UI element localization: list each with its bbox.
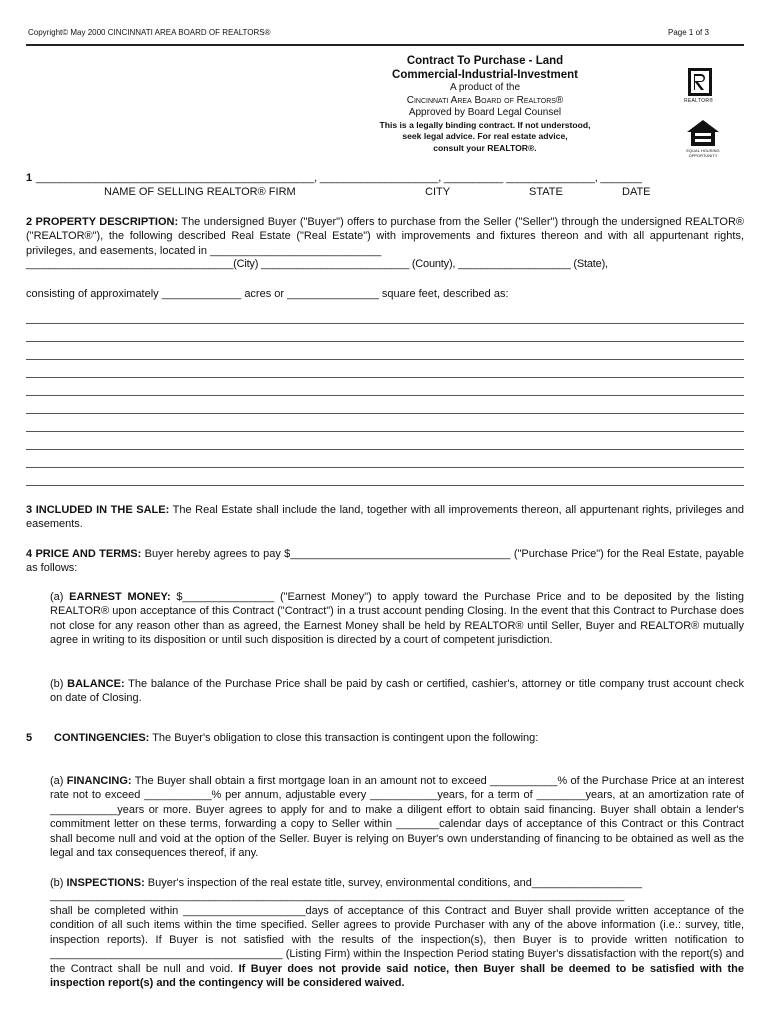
balance-clause [50, 677, 744, 706]
description-line[interactable] [26, 467, 744, 468]
inspections-label: (b) [50, 877, 67, 889]
label-date: DATE [622, 186, 651, 198]
realtor-logo-caption: REALTOR® [684, 98, 714, 104]
legal-warning-2: seek legal advice. For real estate advice, [402, 131, 568, 141]
financing-heading: FINANCING: [66, 775, 132, 787]
equal-housing-icon [684, 118, 722, 158]
section-5-text: The Buyer's obligation to close this transaction is contingent upon the following: [149, 732, 539, 744]
earnest-money-text: $_______________ ("Earnest Money") to apply toward the Purchase Price and to be deposited by the listing REALTOR® upon acceptance of this Contract ("Contract") in a trust account pending Closing. In the event that this Contract to Purchase does not close for any reason other than as agreed, the Earnest Money shall be held by REALTOR® until Seller, Buyer and REALTOR® mutually agree in writing to its disposition or until such disposition is directed by a court of competent jurisdiction. [50, 591, 745, 647]
description-line[interactable] [26, 485, 744, 486]
copyright-notice: Copyright© May 2000 CINCINNATI AREA BOARD OF REALTORS® [28, 28, 271, 37]
inspections-blank-line[interactable]: _________________________________________________________________________________________________ [50, 890, 625, 902]
financing-text: The Buyer shall obtain a first mortgage loan in an amount not to exceed ___________% of the Purchase Price at an interest rate not to exceed ___________% per annum, adjustable every ___________years, for a term of ________years, at an amortization rate of ___________years or more. Buyer agrees to apply for and to make a diligent effort to obtain said financing. Buyer shall obtain a lender's commitment letter on these terms, forwarding a copy to Seller within _______calendar days of acceptance of this Contract or this Contract shall become null and void at the option of the Seller. Buyer is relying on Buyer's own understanding of financing to be obtained as well as the legal and tax consequences thereof, if any. [50, 775, 745, 860]
inspections-heading: INSPECTIONS: [66, 877, 145, 889]
legal-warning-1: This is a legally binding contract. If not understood, [379, 119, 591, 130]
description-line[interactable] [26, 359, 744, 360]
section-4-text: Buyer hereby agrees to pay $____________________________________ ("Purchase Price") for the Real Estate, payable as follows: [26, 548, 744, 575]
realtor-logo-icon [684, 66, 722, 108]
description-line[interactable] [26, 413, 744, 414]
section-2-heading: 2 PROPERTY DESCRIPTION: [26, 216, 179, 228]
section-2-property-description [26, 215, 744, 258]
earnest-money-label: (a) [50, 591, 70, 603]
section-2-text: The undersigned Buyer ("Buyer") offers to purchase from the Seller ("Seller") through the undersigned REALTOR® ("REALTOR®"), the following described Real Estate ("Real Estate") with improvements and fixtures thereon and with all appurtenant rights, privileges, and easements, located in ____________________________ [26, 216, 744, 257]
description-line[interactable] [26, 341, 744, 342]
label-state: STATE [529, 186, 563, 198]
document-title-block [350, 54, 620, 154]
city-county-state-blanks[interactable]: ___________________________________(City) _________________________ (County), ___________________ (State), [26, 258, 608, 270]
balance-heading: BALANCE: [67, 678, 125, 690]
header-rule [26, 44, 744, 46]
document-title: Contract To Purchase - Land [406, 55, 564, 67]
description-line[interactable] [26, 377, 744, 378]
label-selling-firm: NAME OF SELLING REALTOR® FIRM [104, 186, 296, 198]
legal-warning-3: consult your REALTOR®. [433, 142, 537, 153]
financing-clause [50, 774, 744, 860]
document-subtitle: Commercial-Industrial-Investment [392, 69, 578, 81]
section-4-heading: 4 PRICE AND TERMS: [26, 548, 142, 560]
product-line: A product of the [449, 82, 521, 93]
balance-text: The balance of the Purchase Price shall be paid by cash or certified, cashier's, attorney or title company trust account check on date of Closing. [50, 678, 744, 705]
description-line[interactable] [26, 323, 744, 324]
label-city: CITY [425, 186, 451, 198]
section-1-number: 1 [26, 172, 33, 184]
inspections-continued [50, 904, 744, 990]
inspections-waiver: If Buyer does not provide said notice, then Buyer shall be deemed to be satisfied with the inspection report(s) and the contingency will be considered waived. [50, 962, 744, 990]
page-number: Page 1 of 3 [668, 28, 709, 37]
description-line[interactable] [26, 395, 744, 396]
section-3-included-in-sale [26, 503, 744, 532]
inspections-clause [50, 876, 744, 890]
section-5-number: 5 [26, 732, 33, 744]
approval-line: Approved by Board Legal Counsel [408, 107, 562, 118]
acreage-line[interactable]: consisting of approximately _____________ acres or _______________ square feet, described as: [26, 288, 509, 300]
earnest-money-clause [50, 590, 744, 648]
board-name: Cincinnati Area Board of Realtors® [406, 94, 564, 106]
equal-housing-caption: EQUAL HOUSING OPPORTUNITY [686, 148, 720, 158]
earnest-money-heading: EARNEST MONEY: [69, 591, 171, 603]
inspections-text: Buyer's inspection of the real estate title, survey, environmental conditions, and__________________ [144, 877, 642, 889]
section-5-contingencies [54, 732, 538, 744]
description-line[interactable] [26, 449, 744, 450]
description-line[interactable] [26, 431, 744, 432]
inspections-text-2: shall be completed within ____________________days of acceptance of this Contract and Buyer shall provide written acceptance of the condition of all such items within the time specified. Seller agrees to provide Purchaser with any of the above information (i.e.: survey, title, inspection reports). If Buyer is not satisfied with the results of the inspection(s), then Buyer is to provide written notification to ______________________________________ (Listing Firm) within the Inspection Period stating Buyer's dissatisfaction with the report(s) and the Contract shall be null and void. [50, 905, 744, 975]
financing-label: (a) [50, 775, 67, 787]
balance-label: (b) [50, 678, 68, 690]
section-3-text: The Real Estate shall include the land, together with all improvements thereon, all appurtenant rights, privileges and easements. [26, 504, 744, 531]
section-3-heading: 3 INCLUDED IN THE SALE: [26, 504, 170, 516]
section-4-price-and-terms [26, 547, 744, 576]
seller-firm-city-state-date-blanks[interactable]: _______________________________________________, ____________________, __________ _______________, _______ [36, 172, 642, 184]
section-5-heading: CONTINGENCIES: [54, 732, 150, 744]
